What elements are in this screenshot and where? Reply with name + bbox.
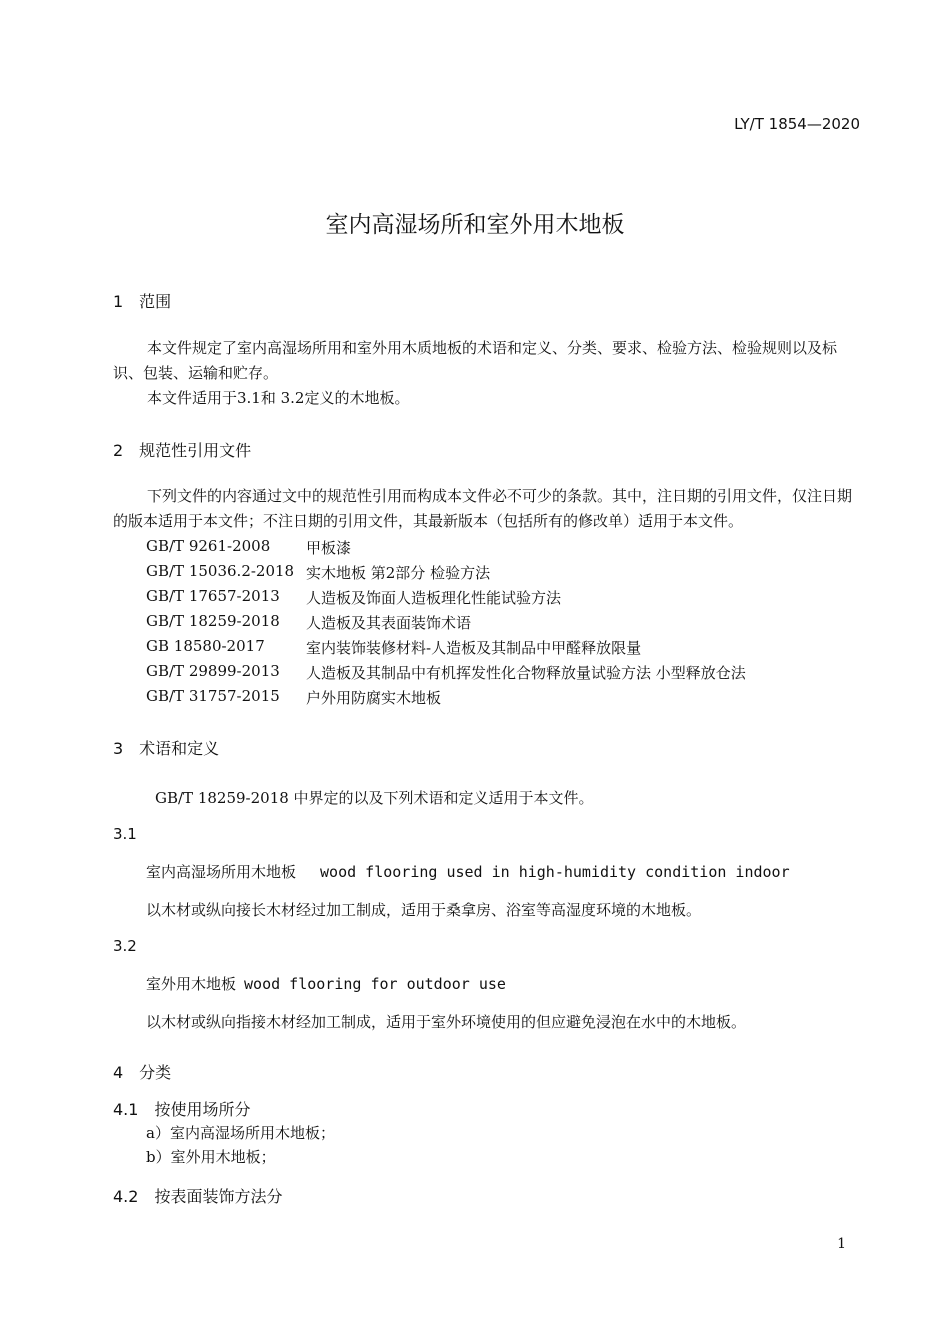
list-item: a）室内高湿场所用木地板；: [146, 1124, 335, 1142]
term-name-cn: 室内高湿场所用木地板: [146, 863, 297, 881]
scope-paragraph-1: 本文件规定了室内高湿场所用和室外用木质地板的术语和定义、分类、要求、检验方法、检验规则以及标识、包装、运输和贮存。: [113, 339, 838, 382]
reference-code: GB/T 18259-2018: [146, 612, 280, 630]
section-heading-normative-references: 2 规范性引用文件: [113, 441, 252, 460]
term-number: 3.1: [113, 825, 137, 843]
reference-title: 户外用防腐实木地板: [306, 689, 442, 707]
term-definition: 以木材或纵向接长木材经过加工制成，适用于桑拿房、浴室等高湿度环境的木地板。: [146, 901, 702, 919]
scope-paragraph-2: 本文件适用于3.1和 3.2定义的木地板。: [147, 389, 410, 407]
term-name-cn: 室外用木地板: [146, 975, 237, 993]
reference-title: 人造板及其表面装饰术语: [306, 614, 472, 632]
reference-title: 实木地板 第2部分 检验方法: [306, 564, 491, 582]
terms-intro-paragraph: GB/T 18259-2018 中界定的以及下列术语和定义适用于本文件。: [155, 789, 594, 807]
document-title: 室内高湿场所和室外用木地板: [325, 212, 625, 238]
reference-code: GB/T 29899-2013: [146, 662, 280, 680]
reference-code: GB/T 15036.2-2018: [146, 562, 295, 580]
section-heading-classification: 4 分类: [113, 1063, 172, 1082]
reference-code: GB/T 17657-2013: [146, 587, 280, 605]
reference-title: 人造板及饰面人造板理化性能试验方法: [306, 589, 562, 607]
reference-code: GB/T 31757-2015: [146, 687, 280, 705]
reference-code: GB 18580-2017: [146, 637, 265, 655]
term-name-en: wood flooring for outdoor use: [244, 975, 506, 993]
reference-title: 人造板及其制品中有机挥发性化合物释放量试验方法 小型释放仓法: [306, 664, 746, 682]
term-name-en: wood flooring used in high-humidity condition indoor: [320, 863, 790, 881]
reference-code: GB/T 9261-2008: [146, 537, 271, 555]
references-intro-paragraph: 下列文件的内容通过文中的规范性引用而构成本文件必不可少的条款。其中，注日期的引用文件，仅注日期的版本适用于本文件；不注日期的引用文件，其最新版本（包括所有的修改单）适用于本文件。: [113, 487, 853, 530]
subsection-heading-by-surface-decoration: 4.2 按表面装饰方法分: [113, 1187, 283, 1206]
reference-title: 室内装饰装修材料-人造板及其制品中甲醛释放限量: [306, 639, 642, 657]
list-item: b）室外用木地板；: [146, 1148, 276, 1166]
subsection-heading-by-usage: 4.1 按使用场所分: [113, 1100, 251, 1119]
term-definition: 以木材或纵向指接木材经加工制成，适用于室外环境使用的但应避免浸泡在水中的木地板。: [146, 1013, 747, 1031]
section-heading-terms-definitions: 3 术语和定义: [113, 739, 220, 758]
page-number: 1: [837, 1236, 846, 1252]
term-number: 3.2: [113, 937, 137, 955]
section-heading-scope: 1 范围: [113, 292, 172, 311]
standard-number: LY/T 1854—2020: [734, 115, 860, 133]
reference-title: 甲板漆: [306, 539, 352, 557]
